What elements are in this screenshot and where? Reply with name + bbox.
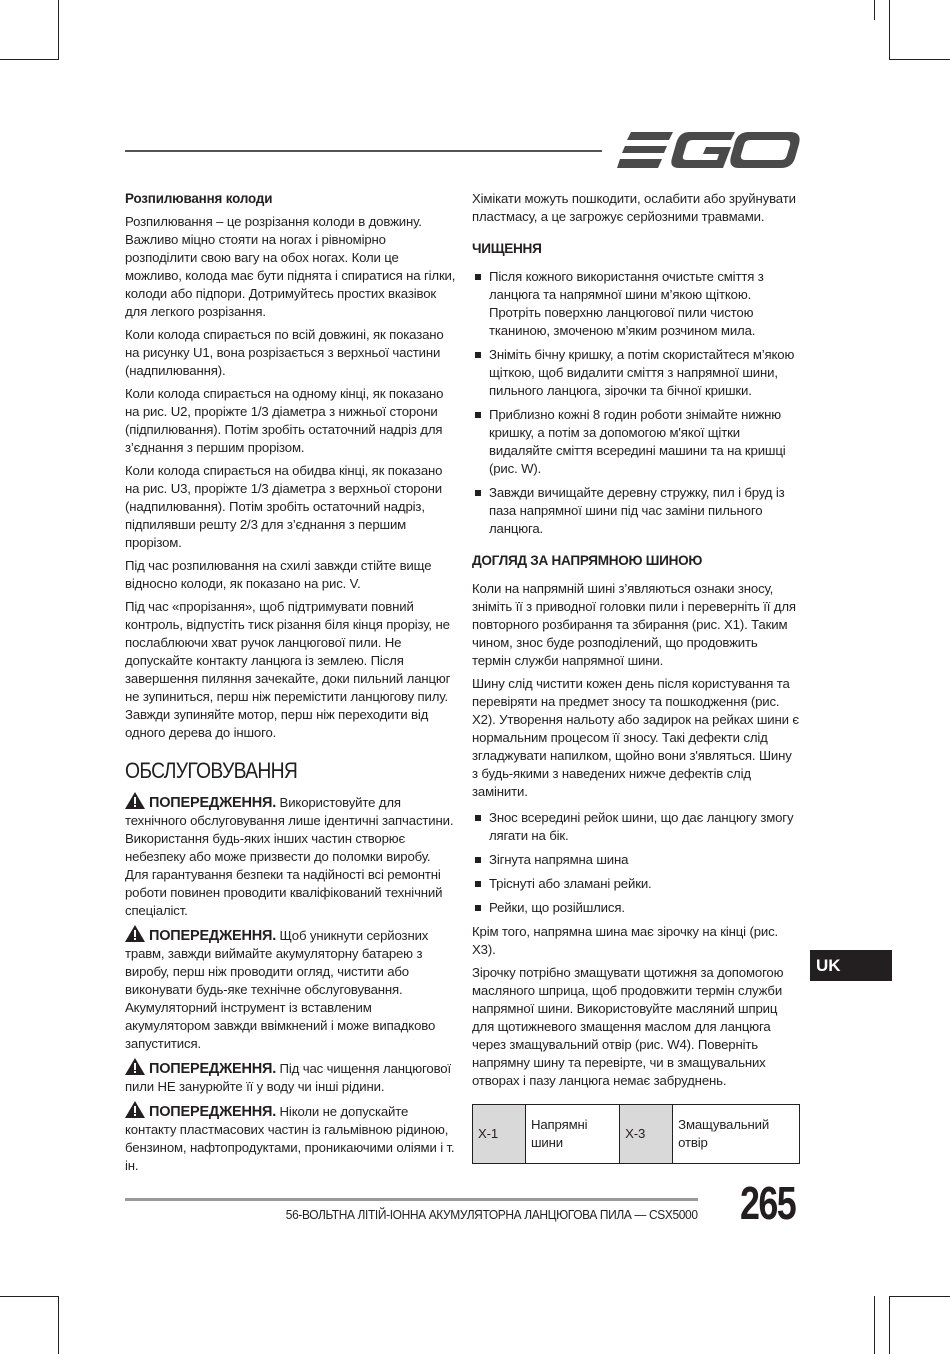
bullet-square-icon: [475, 490, 481, 496]
section-title-maintenance: ОБСЛУГОВУВАННЯ: [125, 758, 298, 783]
ego-logo: [617, 130, 800, 170]
paragraph: Зірочку потрібно змащувати щотижня за допомогою масляного шприца, щоб продовжити термін служби напрямної шини. Використовуйте масляний шприц для щотижневого змащення маслом для ланцюга через змащувальний отвір (рис. W4). Поверніть напрямну шину та перевірте, чи в змащувальних отворах і пазу ланцюга немає забруднень.: [472, 965, 784, 1088]
warning-triangle-icon: [125, 1058, 145, 1075]
list-item-text: Після кожного використання очистьте сміття з ланцюга та напрямної шини м’якою щіткою. Протріть поверхню ланцюгової пили чистою тканиною, змоченою м’яким розчином мила.: [489, 269, 764, 338]
list-item-text: Завжди вичищайте деревну стружку, пил і бруд із паза напрямної шини під час заміни пильного ланцюга.: [489, 485, 785, 536]
warning-text: Ніколи не допускайте контакту пластмасових частин із гальмівною рідиною, бензином, нафтопродуктами, проникаючими оліями і т. ін.: [125, 1104, 455, 1173]
list-item-text: Знос всередині рейок шини, що дає ланцюгу змогу лягати на бік.: [489, 810, 794, 843]
bullet-square-icon: [475, 412, 481, 418]
crop-mark: [58, 1296, 59, 1354]
paragraph: Під час розпилювання на схилі завжди стійте вище відносно колоди, як показано на рис. V.: [125, 558, 432, 591]
list-item-text: Зніміть бічну кришку, а потім скористайтеся м’якою щіткою, щоб видалити сміття з напрямної шини, пильного ланцюга, зірочки та бічної кришки.: [489, 347, 795, 398]
crop-mark: [0, 59, 58, 60]
list-item: [472, 268, 800, 340]
table-cell-code: X-1: [473, 1105, 526, 1164]
warning-triangle-icon: [125, 792, 145, 809]
paragraph: Коли колода спирається на одному кінці, як показано на рис. U2, проріжте 1/3 діаметра з нижньої сторони (підпилювання). Потім зробіть остаточний надріз для з’єднання з першим прорізом.: [125, 386, 444, 455]
list-item: [472, 484, 800, 538]
warning-text: Використовуйте для технічного обслуговування лише ідентичні запчастини. Використання будь-яких інших частин створює небезпеку або може призвести до поломки виробу. Для гарантування безпеки та надійності всі ремонтні роботи повинен проводити кваліфікований технічний спеціаліст.: [125, 795, 454, 918]
crop-mark: [889, 1296, 890, 1354]
table-cell-code: X-3: [620, 1105, 673, 1164]
warning-label: ПОПЕРЕДЖЕННЯ.: [149, 928, 277, 944]
warning-label: ПОПЕРЕДЖЕННЯ.: [149, 795, 277, 811]
bullet-square-icon: [475, 905, 481, 911]
paragraph: Коли колода спирається на обидва кінці, як показано на рис. U3, проріжте 1/3 діаметра з верхньої сторони (надпилювання). Потім зробіть остаточний надріз, підпилявши решту 2/3 для з’єднання з першим прорізом.: [125, 463, 443, 550]
paragraph: Коли колода спирається по всій довжині, як показано на рисунку U1, вона розрізається з верхньої частини (надпилювання).: [125, 327, 444, 378]
crop-mark: [0, 1296, 58, 1297]
paragraph: Коли на напрямній шині з’являються ознаки зносу, зніміть її з приводної головки пили і переверніть її для повторного розбирання та збирання (рис. X1). Таким чином, знос буде розподілений, що продовжить термін служби напрямної шини.: [472, 581, 796, 668]
warning-label: ПОПЕРЕДЖЕННЯ.: [149, 1061, 277, 1077]
crop-mark: [890, 59, 950, 60]
list-item: [472, 809, 800, 845]
footer-rule: [125, 1198, 698, 1201]
list-item: [472, 899, 800, 917]
crop-mark: [874, 0, 875, 20]
warning-block: [125, 925, 457, 1053]
list-item-text: Зігнута напрямна шина: [489, 852, 629, 867]
list-item: [472, 346, 800, 400]
header-rule: [125, 150, 602, 152]
warning-text: Під час чищення ланцюгової пили НЕ занурюйте її у воду чи інші рідини.: [125, 1061, 452, 1094]
list-item: [472, 406, 800, 478]
cleaning-list: [472, 268, 800, 538]
crop-mark: [874, 1296, 875, 1354]
warning-block: [125, 1058, 457, 1096]
defect-list: [472, 809, 800, 917]
right-column: [472, 190, 800, 1164]
paragraph: Шину слід чистити кожен день після користування та перевіряти на предмет зносу та пошкодження (рис. X2). Утворення нальоту або задирок на рейках шини є нормальним процесом її зносу. Такі дефекти слід згладжувати напилком, щойно вони з'являться. Шину з будь-якими з наведених нижче дефектів слід замінити.: [472, 676, 799, 799]
table-cell-label: Напрямні шини: [526, 1105, 620, 1164]
bullet-square-icon: [475, 274, 481, 280]
subheading-log-ripping: Розпилювання колоди: [125, 191, 273, 206]
table-row: [473, 1105, 800, 1164]
bullet-square-icon: [475, 352, 481, 358]
warning-block: [125, 1101, 457, 1175]
heading-guide-bar-care: ДОГЛЯД ЗА НАПРЯМНОЮ ШИНОЮ: [472, 553, 703, 568]
page-number: 265: [740, 1177, 796, 1229]
list-item-text: Тріснуті або зламані рейки.: [489, 876, 652, 891]
crop-mark: [889, 0, 890, 60]
bullet-square-icon: [475, 857, 481, 863]
paragraph: Розпилювання – це розрізання колоди в довжину. Важливо міцно стояти на ногах і рівномірно розподілити свою вагу на обох ногах. Коли це можливо, колода має бути піднята і спиратися на гілки, колоди або підпори. Дотримуйтесь простих вказівок для легкого розрізання.: [125, 214, 456, 319]
warning-block: [125, 792, 457, 920]
paragraph: Крім того, напрямна шина має зірочку на кінці (рис. X3).: [472, 924, 779, 957]
list-item: [472, 851, 800, 869]
list-item: [472, 875, 800, 893]
warning-triangle-icon: [125, 925, 145, 942]
list-item-text: Рейки, що розійшлися.: [489, 900, 625, 915]
warning-text: Щоб уникнути серйозних травм, завжди виймайте акумуляторну батарею з виробу, перш ніж проводити огляд, чистити або виконувати будь-яке технічне обслуговування. Акумуляторний інструмент із вставленим акумулятором завжди ввімкнений і може випадково запуститися.: [125, 928, 436, 1051]
bullet-square-icon: [475, 815, 481, 821]
paragraph: Хімікати можуть пошкодити, ослабити або зруйнувати пластмасу, а це загрожує серйозними травмами.: [472, 191, 796, 224]
paragraph: Під час «прорізання», щоб підтримувати повний контроль, відпустіть тиск різання біля кінця прорізу, не послаблюючи хват ручок ланцюгової пили. Не допускайте контакту ланцюга із землею. Після завершення пиляння зачекайте, доки пильний ланцюг не зупиниться, перш ніж перемістити ланцюгову пилу. Завжди зупиняйте мотор, перш ніж переходити від одного дерева до іншого.: [125, 599, 451, 740]
warning-triangle-icon: [125, 1101, 145, 1118]
crop-mark: [890, 1296, 950, 1297]
bullet-square-icon: [475, 881, 481, 887]
left-column: [125, 190, 457, 1180]
table-cell-label: Змащувальний отвір: [673, 1105, 800, 1164]
warning-label: ПОПЕРЕДЖЕННЯ.: [149, 1104, 277, 1120]
parts-table: [472, 1104, 800, 1164]
language-tab: UK: [810, 950, 892, 981]
heading-cleaning: ЧИЩЕННЯ: [472, 241, 542, 256]
list-item-text: Приблизно кожні 8 годин роботи знімайте нижню кришку, а потім за допомогою м'якої щітки видаляйте сміття всередині машини та на кришці (рис. W).: [489, 407, 786, 476]
crop-mark: [58, 0, 59, 60]
footer-product-title: 56-ВОЛЬТНА ЛІТІЙ-ІОННА АКУМУЛЯТОРНА ЛАНЦЮГОВА ПИЛА — CSX5000: [286, 1207, 698, 1222]
